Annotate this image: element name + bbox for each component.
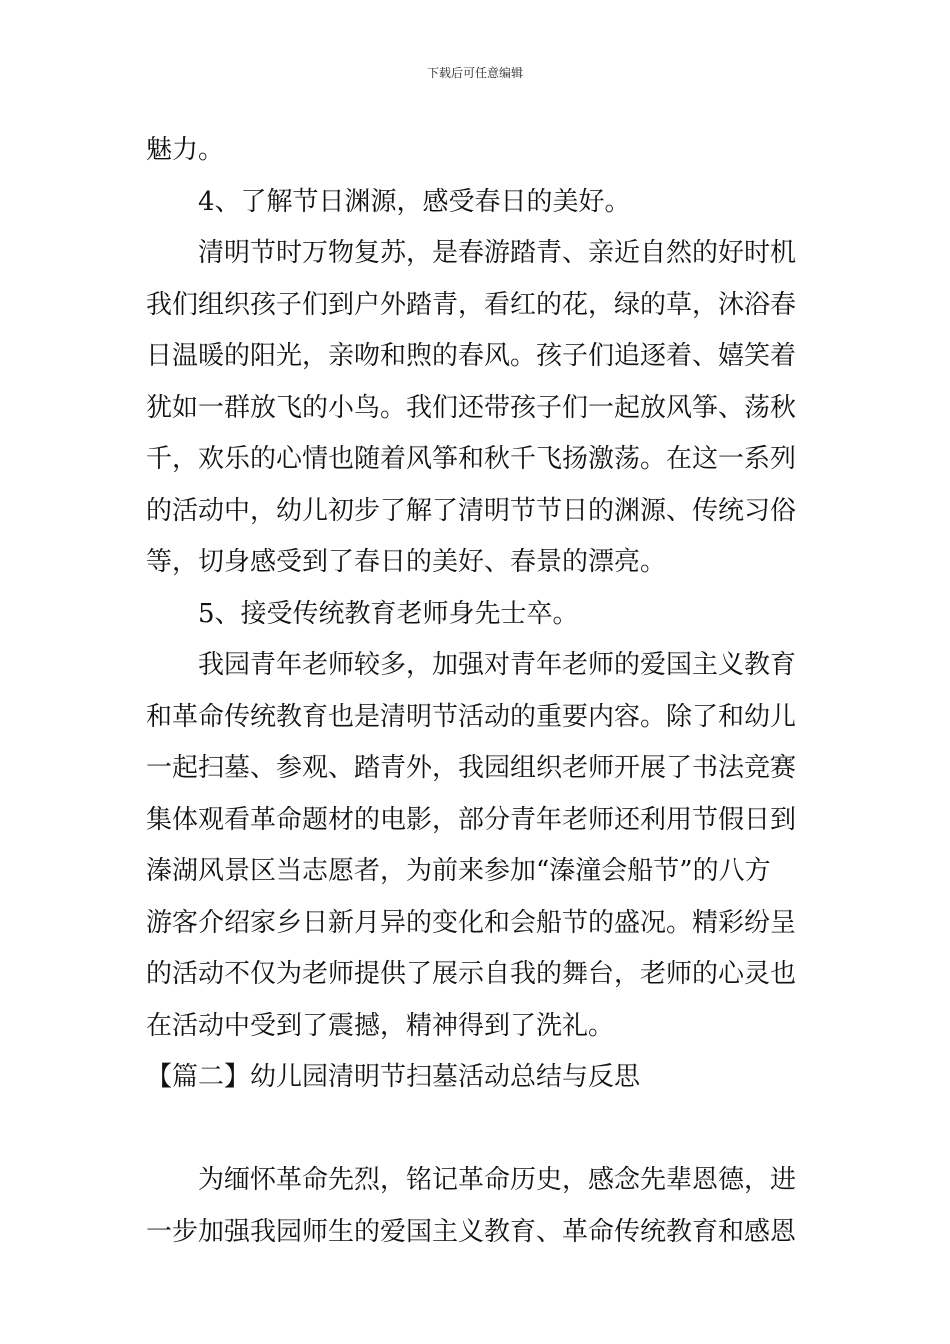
paragraph-line: 集体观看革命题材的电影，部分青年老师还利用节假日到 bbox=[146, 804, 797, 835]
section-heading-5: 5、接受传统教育老师身先士卒。 bbox=[198, 598, 579, 629]
paragraph-line: 为缅怀革命先烈，铭记革命历史，感念先辈恩德，进 bbox=[198, 1165, 797, 1195]
paragraph-line: 日温暖的阳光，亲吻和煦的春风。孩子们追逐着、嬉笑着 bbox=[146, 341, 797, 371]
paragraph-line: 溱湖风景区当志愿者，为前来参加“溱潼会船节”的八方 bbox=[146, 856, 771, 886]
paragraph-line: 清明节时万物复苏，是春游踏青、亲近自然的好时机 bbox=[198, 238, 797, 268]
chapter-title: 【篇二】幼儿园清明节扫墓活动总结与反思 bbox=[146, 1062, 641, 1092]
paragraph-line: 游客介绍家乡日新月异的变化和会船节的盛况。精彩纷呈 bbox=[146, 907, 797, 938]
paragraph-line: 犹如一群放飞的小鸟。我们还带孩子们一起放风筝、荡秋 bbox=[146, 392, 797, 423]
paragraph-line: 的活动不仅为老师提供了展示自我的舞台，老师的心灵也 bbox=[146, 959, 797, 989]
paragraph-line: 我园青年老师较多，加强对青年老师的爱国主义教育 bbox=[198, 650, 797, 680]
paragraph-line: 在活动中受到了震撼，精神得到了洗礼。 bbox=[146, 1010, 615, 1041]
paragraph-line: 等，切身感受到了春日的美好、春景的漂亮。 bbox=[146, 547, 667, 577]
paragraph-line: 魅力。 bbox=[146, 135, 225, 165]
paragraph-line: 我们组织孩子们到户外踏青，看红的花，绿的草，沐浴春 bbox=[146, 289, 797, 320]
document-body bbox=[146, 125, 806, 1258]
paragraph-line: 千，欢乐的心情也随着风筝和秋千飞扬激荡。在这一系列 bbox=[146, 444, 797, 474]
section-heading-4: 4、了解节日渊源，感受春日的美好。 bbox=[198, 186, 631, 217]
paragraph-line: 一起扫墓、参观、踏青外，我园组织老师开展了书法竞赛 bbox=[146, 753, 797, 783]
page-header-note: 下载后可任意编辑 bbox=[426, 66, 523, 80]
paragraph-line: 一步加强我园师生的爱国主义教育、革命传统教育和感恩 bbox=[146, 1216, 797, 1247]
blank-line bbox=[146, 1104, 806, 1156]
paragraph-line: 和革命传统教育也是清明节活动的重要内容。除了和幼儿 bbox=[146, 701, 797, 732]
paragraph-line: 的活动中，幼儿初步了解了清明节节日的渊源、传统习俗 bbox=[146, 495, 797, 526]
